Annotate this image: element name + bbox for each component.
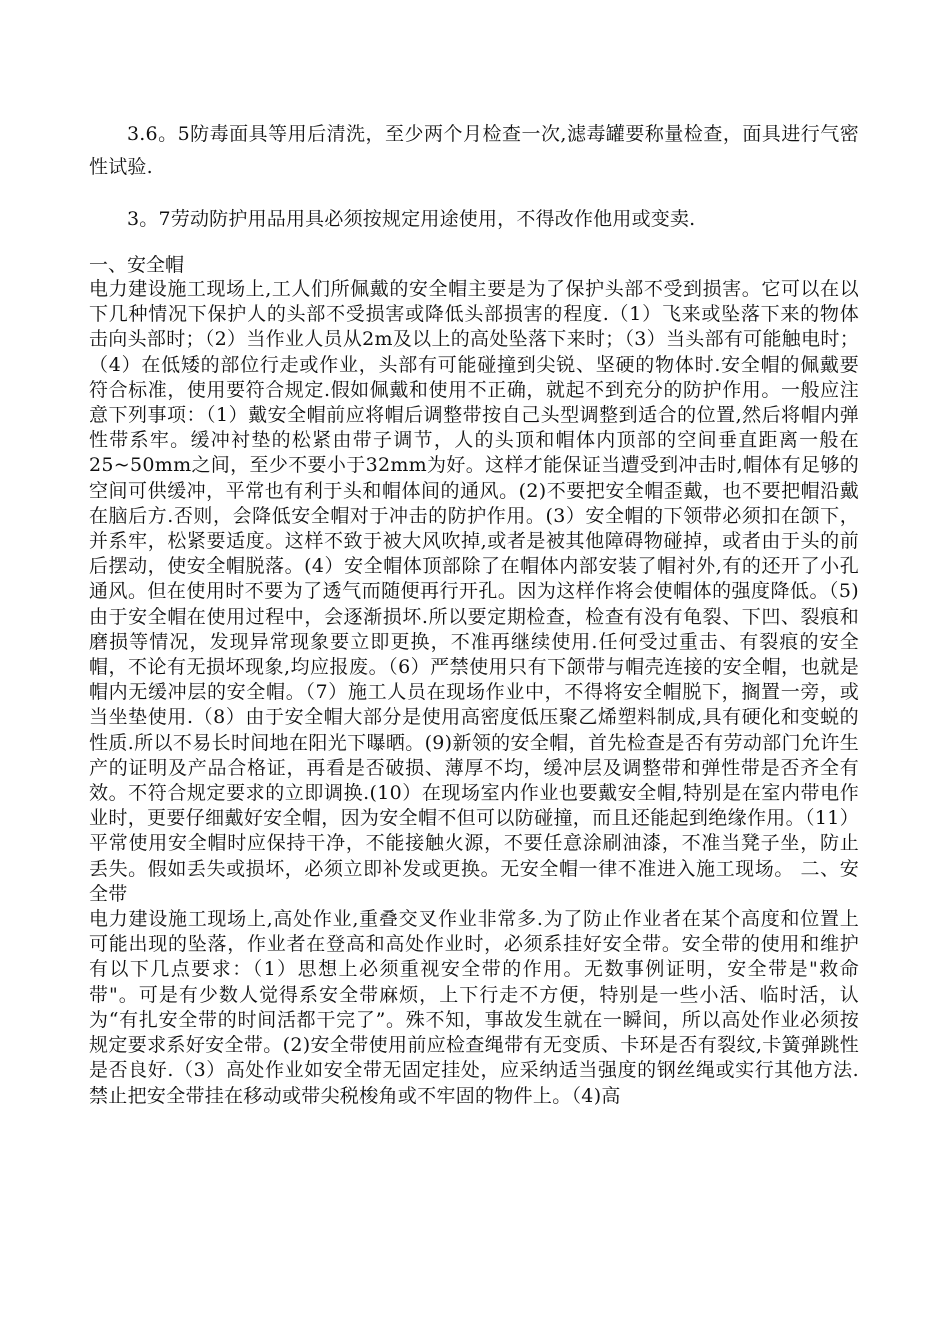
paragraph-3-6-5: 3.6。5防毒面具等用后清洗，至少两个月检查一次,滤毒罐要称量检查，面具进行气密性试验.: [89, 123, 859, 178]
paragraph-3-7: 3。7劳动防护用品用具必须按规定用途使用，不得改作他用或变卖.: [127, 208, 696, 230]
document-page: [89, 118, 859, 1109]
section-body-safety-helmet: 电力建设施工现场上,工人们所佩戴的安全帽主要是为了保护头部不受到损害。它可以在以下几种情况下保护人的头部不受损害或降低头部损害的程度.（1）飞来或坠落下来的物体击向头部时；（2）当作业人员从2m及以上的高处坠落下来时；（3）当头部有可能触电时；（4）在低矮的部位行走或作业，头部有可能碰撞到尖锐、坚硬的物体时.安全帽的佩戴要符合标准，使用要符合规定.假如佩戴和使用不正确，就起不到充分的防护作用。一般应注意下列事项：（1）戴安全帽前应将帽后调整带按自己头型调整到适合的位置,然后将帽内弹性带系牢。缓冲衬垫的松紧由带子调节，人的头顶和帽体内顶部的空间垂直距离一般在 25~50mm之间，至少不要小于32mm为好。这样才能保证当遭受到冲击时,帽体有足够的空间可供缓冲，平常也有利于头和帽体间的通风。(2)不要把安全帽歪戴，也不要把帽沿戴在脑后方.否则，会降低安全帽对于冲击的防护作用。(3）安全帽的下领带必须扣在颌下，并系牢，松紧要适度。这样不致于被大风吹掉,或者是被其他障碍物碰掉，或者由于头的前后摆动，使安全帽脱落。(4）安全帽体顶部除了在帽体内部安装了帽衬外,有的还开了小孔通风。但在使用时不要为了透气而随便再行开孔。因为这样作将会使帽体的强度降低。（5)由于安全帽在使用过程中，会逐渐损坏.所以要定期检查，检查有没有龟裂、下凹、裂痕和磨损等情况，发现异常现象要立即更换，不准再继续使用.任何受过重击、有裂痕的安全帽，不论有无损坏现象,均应报废。（6）严禁使用只有下颌带与帽壳连接的安全帽，也就是帽内无缓冲层的安全帽。（7）施工人员在现场作业中，不得将安全帽脱下，搁置一旁，或当坐垫使用.（8）由于安全帽大部分是使用高密度低压聚乙烯塑料制成,具有硬化和变蜕的性质.所以不易长时间地在阳光下曝晒。(9)新领的安全帽，首先检查是否有劳动部门允许生产的证明及产品合格证，再看是否破损、薄厚不均，缓冲层及调整带和弹性带是否齐全有效。不符合规定要求的立即调换.(10）在现场室内作业也要戴安全帽,特别是在室内带电作业时，更要仔细戴好安全帽，因为安全帽不但可以防碰撞，而且还能起到绝缘作用。（11）平常使用安全帽时应保持干净，不能接触火源，不要任意涂刷油漆，不准当凳子坐，防止丢失。假如丢失或损坏，必须立即补发或更换。无安全帽一律不准进入施工现场。 二、安全带: [89, 278, 859, 905]
paragraph-spacer: [89, 184, 859, 206]
section-heading-safety-helmet: 一、安全帽: [89, 254, 185, 276]
paragraph-spacer: [89, 233, 859, 253]
section-body-safety-belt: 电力建设施工现场上,高处作业,重叠交叉作业非常多.为了防止作业者在某个高度和位置上可能出现的坠落，作业者在登高和高处作业时，必须系挂好安全带。安全带的使用和维护有以下几点要求：（1）思想上必须重视安全带的作用。无数事例证明，安全带是"救命带"。可是有少数人觉得系安全带麻烦，上下行走不方便，特别是一些小活、临时活，认为“有扎安全带的时间活都干完了”。殊不知，事故发生就在一瞬间，所以高处作业必须按规定要求系好安全带。(2)安全带使用前应检查绳带有无变质、卡环是否有裂纹,卡簧弹跳性是否良好.（3）高处作业如安全带无固定挂处，应采纳适当强度的钢丝绳或实行其他方法.禁止把安全带挂在移动或带尖税梭角或不牢固的物件上。（4)高: [89, 908, 859, 1107]
